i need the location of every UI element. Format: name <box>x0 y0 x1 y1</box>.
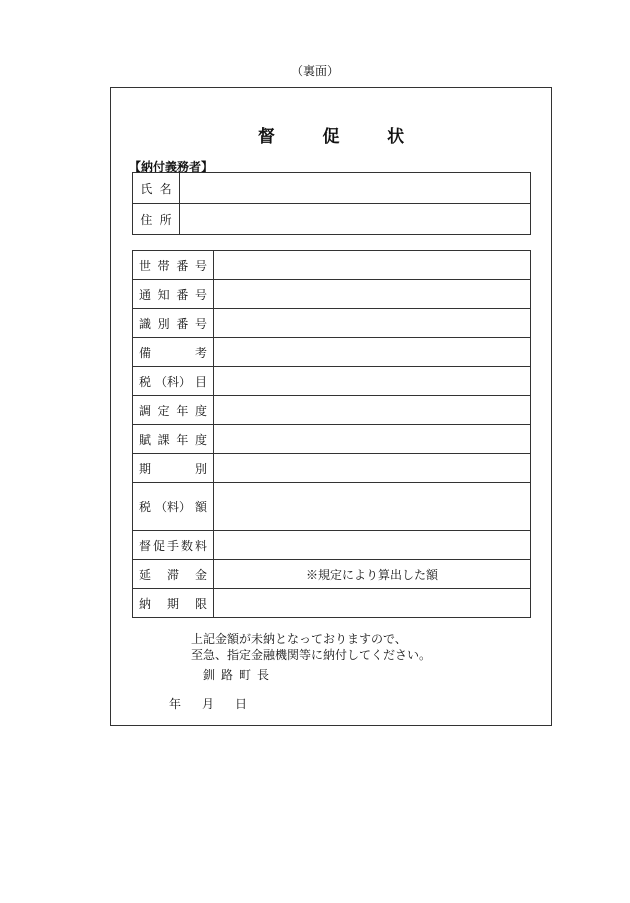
label-char: 税 <box>139 374 152 389</box>
label-char: 号 <box>194 258 207 273</box>
details-row-label <box>133 531 214 560</box>
details-row-label <box>133 396 214 425</box>
label-char: 納 <box>139 596 152 611</box>
notice-line-2: 至急、指定金融機関等に納付してください。 <box>191 648 432 662</box>
details-row <box>133 251 531 280</box>
label-char: 額 <box>194 500 207 514</box>
details-row-value[interactable] <box>214 251 531 280</box>
details-row <box>133 531 531 560</box>
address-label: 住所 <box>133 204 180 235</box>
details-row-value[interactable] <box>214 483 531 531</box>
label-char: 期 <box>166 596 179 611</box>
label-char: 滞 <box>166 567 179 582</box>
date-year-label: 年 <box>169 697 182 711</box>
label-char: 定 <box>157 403 170 418</box>
date-month-label: 月 <box>202 697 215 711</box>
label-char: 期 <box>139 461 152 476</box>
label-char: 度 <box>194 432 207 447</box>
details-row <box>133 280 531 309</box>
label-char: 号 <box>194 316 207 331</box>
details-row-value[interactable] <box>214 280 531 309</box>
notice-line-1: 上記金額が未納となっておりますので、 <box>191 632 407 646</box>
page-label: （裏面） <box>290 64 339 78</box>
label-char: 通 <box>139 287 152 302</box>
details-row <box>133 454 531 483</box>
label-char: 備 <box>139 345 152 360</box>
label-char: 年 <box>176 432 189 447</box>
details-row-value[interactable] <box>214 589 531 618</box>
details-row <box>133 589 531 618</box>
details-row-label <box>133 589 214 618</box>
details-row <box>133 367 531 396</box>
date-day-label: 日 <box>235 697 248 711</box>
details-row-value[interactable] <box>214 425 531 454</box>
details-row-value[interactable] <box>214 309 531 338</box>
label-char: 税 <box>139 500 152 514</box>
label-char: 番 <box>176 287 189 302</box>
label-char: 督 <box>139 538 152 553</box>
label-char: 度 <box>194 403 207 418</box>
details-row-label <box>133 367 214 396</box>
notice-text <box>191 631 431 663</box>
label-char: 号 <box>194 287 207 302</box>
details-row-label <box>133 560 214 589</box>
obligor-row-name <box>133 173 531 204</box>
label-char: 目 <box>194 374 207 389</box>
label-char: 数 <box>180 538 193 553</box>
details-row-value[interactable] <box>214 531 531 560</box>
label-char: 別 <box>194 461 207 476</box>
details-row-label <box>133 251 214 280</box>
details-row <box>133 425 531 454</box>
details-row-label <box>133 338 214 367</box>
label-char: 賦 <box>139 432 152 447</box>
label-char: 世 <box>139 258 152 273</box>
details-row-value[interactable]: ※規定により算出した額 <box>214 560 531 589</box>
label-char: 課 <box>157 432 170 447</box>
details-row <box>133 560 531 589</box>
label-char: 金 <box>194 567 207 582</box>
details-row-label <box>133 483 214 531</box>
issuer-name: 釧路町長 <box>203 668 276 682</box>
label-char: 考 <box>194 345 207 360</box>
label-char: 手 <box>166 538 179 553</box>
issue-date <box>169 695 248 712</box>
label-char: 年 <box>176 403 189 418</box>
details-row-value[interactable] <box>214 396 531 425</box>
label-char: 番 <box>176 258 189 273</box>
address-field[interactable] <box>180 204 531 235</box>
label-char: 識 <box>139 316 152 331</box>
label-char: 番 <box>176 316 189 331</box>
details-row-label <box>133 454 214 483</box>
obligor-row-address <box>133 204 531 235</box>
details-table <box>132 250 531 618</box>
details-row-value[interactable] <box>214 338 531 367</box>
label-char: 帯 <box>157 258 170 273</box>
details-row <box>133 309 531 338</box>
label-char: 限 <box>194 596 207 611</box>
form-title: 督 促 状 <box>257 127 420 147</box>
label-char: （科） <box>154 374 191 389</box>
details-row <box>133 338 531 367</box>
label-char: （料） <box>154 500 191 514</box>
obligor-section-label: 【納付義務者】 <box>129 160 214 174</box>
details-row-label <box>133 309 214 338</box>
label-char: 調 <box>139 403 152 418</box>
details-row <box>133 396 531 425</box>
label-char: 料 <box>194 538 207 553</box>
details-row-label <box>133 425 214 454</box>
details-row-value[interactable] <box>214 454 531 483</box>
details-row-value[interactable] <box>214 367 531 396</box>
details-row <box>133 483 531 531</box>
details-row-label <box>133 280 214 309</box>
obligor-table <box>132 172 531 235</box>
label-char: 知 <box>157 287 170 302</box>
label-char: 別 <box>157 316 170 331</box>
name-label: 氏名 <box>133 173 180 204</box>
name-field[interactable] <box>180 173 531 204</box>
label-char: 促 <box>152 538 165 553</box>
label-char: 延 <box>139 567 152 582</box>
reminder-form <box>110 87 552 726</box>
